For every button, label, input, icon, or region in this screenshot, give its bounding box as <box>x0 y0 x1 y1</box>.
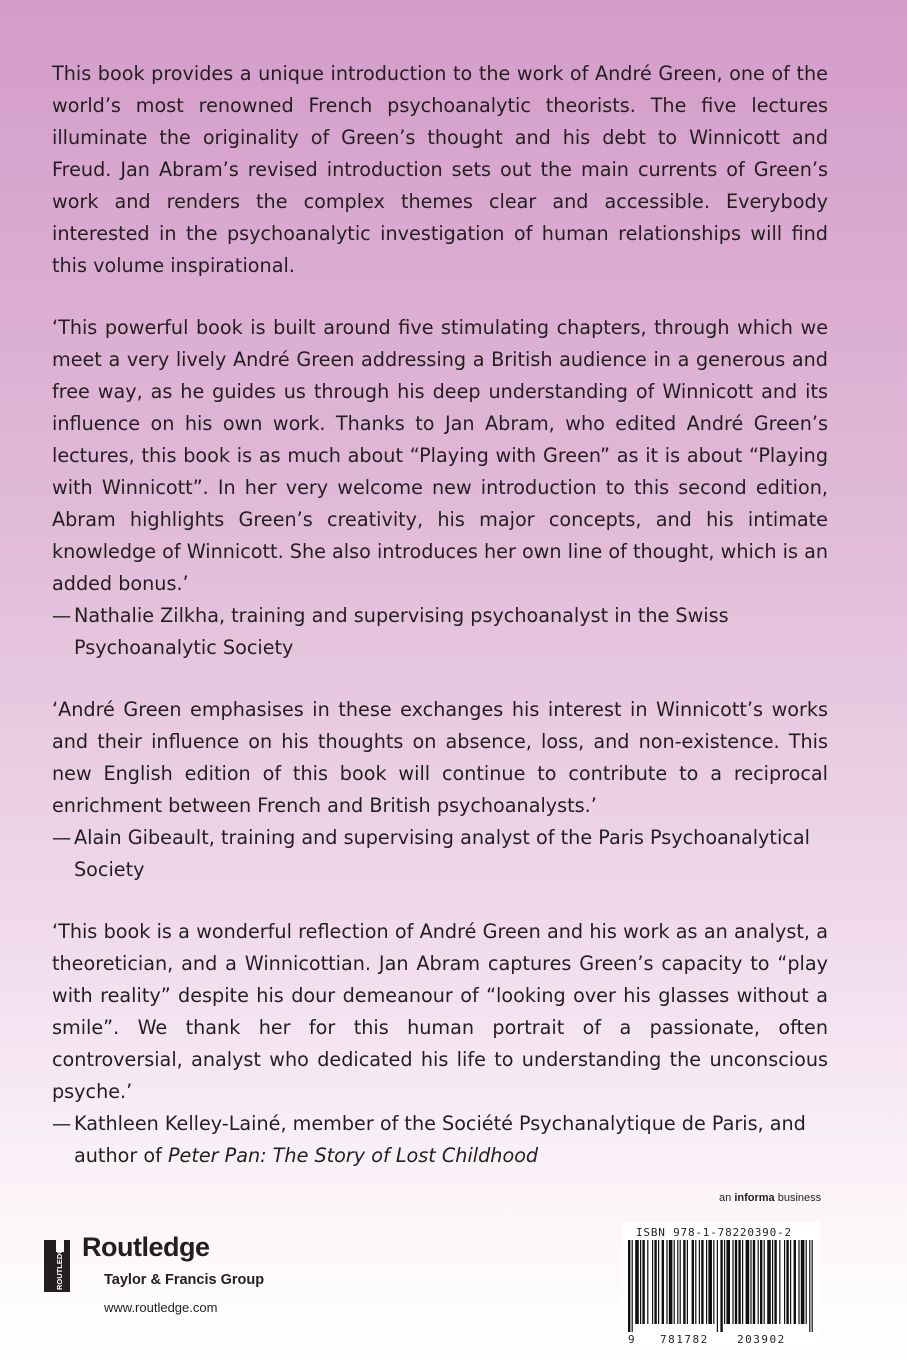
review-quote-1: ‘This powerful book is built around five stimulating chapters, through which we meet a very lively André Green addressing a British audience in a generous and free way, as he guides us through his deep understanding of Winnicott and its influence on his own work. Thanks to Jan Abram, who edited André Green’s lectures, this book is as much about “Playing with Green” as it is about “Playing with Winnicott”. In her very welcome new introduction to this second edition, Abram highlights Green’s creativity, his major concepts, and his intimate knowledge of Winnicott. She also introduces her own line of thought, which is an added bonus.’ <box>52 316 828 595</box>
barcode-bar <box>699 1240 700 1324</box>
barcode-bar <box>683 1240 685 1324</box>
book-blurb: This book provides a unique introduction to the work of André Green, one of the world’s most renowned French psychoanalytic theorists. The five lectures illuminate the originality of Green’s thought and his debt to Winnicott and Freud. Jan Abram’s revised introduction sets out the main currents of Green’s work and renders the complex themes clear and accessible. Everybody interested in the psychoanalytic investigation of human relationships will find this volume inspirational. <box>52 62 828 277</box>
barcode-lead-digit: 9 <box>628 1333 637 1346</box>
barcode-bar <box>784 1240 785 1324</box>
barcode-bar <box>708 1240 712 1324</box>
informa-name: informa <box>734 1192 775 1204</box>
barcode-bar <box>735 1240 737 1324</box>
barcode-left-digits: 781782 <box>660 1333 709 1346</box>
barcode-bar <box>717 1240 718 1332</box>
barcode-bar <box>772 1240 773 1324</box>
isbn-label: ISBN 978-1-78220390-2 <box>636 1226 792 1239</box>
barcode-bar <box>720 1240 722 1332</box>
barcode-bar <box>801 1240 805 1324</box>
barcode-bar <box>786 1240 788 1324</box>
barcode-bar <box>750 1240 751 1324</box>
review-quote-2: ‘André Green emphasises in these exchanges his interest in Winnicott’s works and their influence on his thoughts on absence, loss, and non-existence. This new English edition of this book will continue to contribute to a reciprocal enrichment between French and British psychoanalysts.’ <box>52 698 828 817</box>
attribution-book-title: Peter Pan: The Story of Lost Childhood <box>167 1144 539 1167</box>
barcode-bar <box>662 1240 664 1324</box>
barcode-bar <box>753 1240 755 1324</box>
informa-prefix: an <box>719 1192 732 1204</box>
routledge-logo-icon <box>42 1236 72 1296</box>
em-dash: — <box>52 1112 72 1135</box>
barcode-bar <box>742 1240 743 1324</box>
publisher-group: Taylor & Francis Group <box>104 1272 265 1288</box>
barcode-bar <box>692 1240 694 1324</box>
barcode-bar <box>806 1240 807 1324</box>
barcode-bar <box>767 1240 771 1324</box>
barcode-bar <box>680 1240 681 1324</box>
barcode-bar <box>738 1240 740 1324</box>
barcode-bar <box>732 1240 733 1324</box>
barcode-bar <box>706 1240 707 1324</box>
barcode-bar <box>724 1240 725 1324</box>
review-attribution-1 <box>52 600 828 664</box>
barcode-bar <box>809 1240 810 1332</box>
barcode-bar <box>713 1240 714 1324</box>
barcode-bar <box>760 1240 762 1324</box>
attribution-text: Nathalie Zilkha, training and supervising psychoanalyst in the Swiss Psychoanalytic Society <box>74 604 729 659</box>
barcode-bar <box>677 1240 678 1324</box>
barcode-bar <box>666 1240 667 1324</box>
review-attribution-2 <box>52 822 828 886</box>
barcode-bar <box>652 1240 653 1324</box>
back-cover-text <box>52 58 828 1202</box>
barcode-bar <box>790 1240 791 1324</box>
barcode-bar <box>658 1240 659 1324</box>
barcode-bar <box>764 1240 765 1324</box>
barcode-bar <box>640 1240 641 1324</box>
barcode <box>624 1240 818 1332</box>
review-attribution-3 <box>52 1108 828 1172</box>
barcode-bar <box>669 1240 673 1324</box>
publisher-website: www.routledge.com <box>104 1300 218 1315</box>
em-dash: — <box>52 826 72 849</box>
em-dash: — <box>52 604 72 627</box>
informa-business-label <box>719 1192 821 1204</box>
barcode-bar <box>642 1240 644 1324</box>
barcode-bar <box>654 1240 656 1324</box>
barcode-bar <box>647 1240 648 1324</box>
barcode-bar <box>701 1240 703 1324</box>
publisher-name: Routledge <box>82 1232 210 1262</box>
barcode-bar <box>774 1240 776 1324</box>
barcode-right-digits: 203902 <box>737 1333 786 1346</box>
barcode-bar <box>794 1240 796 1324</box>
review-quote-3: ‘This book is a wonderful reflection of André Green and his work as an analyst, a theoretician, and a Winnicottian. Jan Abram captures Green’s capacity to “play with reality” despite his dour demeanour of “looking over his glasses without a smile”. We thank her for this human portrait of a passionate, often controversial, analyst who dedicated his life to understanding the unconscious psyche.’ <box>52 920 828 1103</box>
barcode-bar <box>798 1240 799 1324</box>
informa-suffix: business <box>777 1192 822 1204</box>
barcode-bar <box>779 1240 780 1324</box>
attribution-text: Alain Gibeault, training and supervising analyst of the Paris Psychoanalytical Society <box>74 826 810 881</box>
barcode-bar <box>695 1240 696 1324</box>
logo-mark-text: ROUTLEDGE <box>55 1242 64 1290</box>
barcode-bar <box>635 1240 639 1324</box>
barcode-bar <box>746 1240 750 1324</box>
barcode-bar <box>632 1240 633 1332</box>
barcode-bar <box>758 1240 759 1324</box>
barcode-bar <box>687 1240 688 1324</box>
barcode-bar <box>628 1240 630 1332</box>
barcode-bar <box>726 1240 730 1324</box>
barcode-bar <box>674 1240 675 1324</box>
attribution-text: Kathleen Kelley-Lainé, member of the Société Psychanalytique de Paris, and author of <box>74 1112 806 1167</box>
barcode-bar <box>812 1240 813 1332</box>
